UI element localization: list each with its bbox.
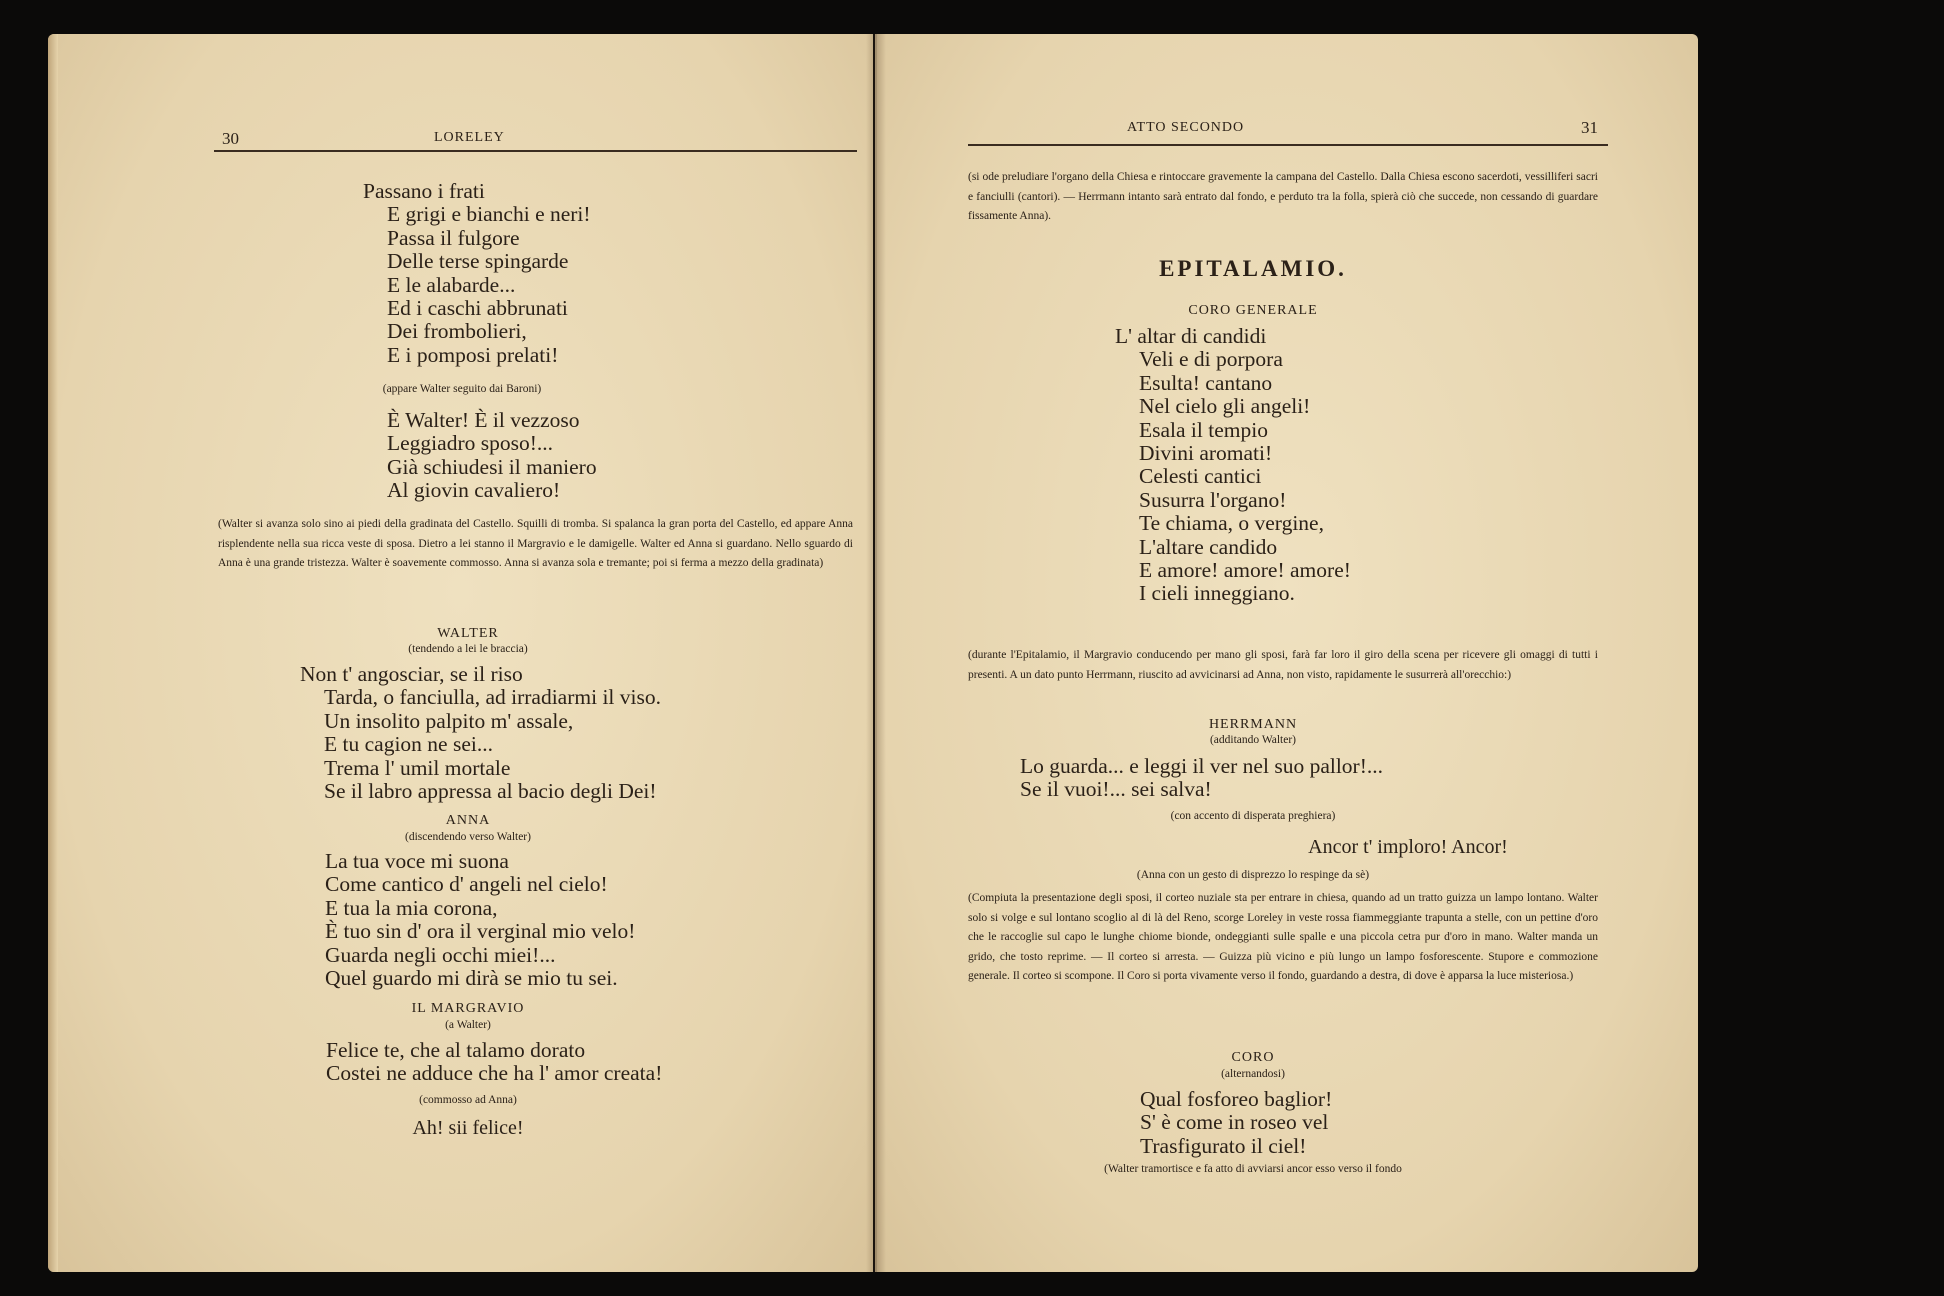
character-name: CORO GENERALE: [1188, 303, 1318, 318]
verse-line: Già schiudesi il maniero: [387, 454, 597, 479]
verse-line: Al giovin cavaliero!: [387, 478, 561, 503]
verse-line: E grigi e bianchi e neri!: [387, 202, 591, 227]
verse-line: È Walter! È il vezzoso: [387, 408, 580, 432]
verse-line: Passano i frati: [363, 179, 485, 203]
header-rule-left: [214, 150, 857, 152]
verse-line: Guarda negli occhi miei!...: [325, 942, 556, 967]
verse-line: L' altar di candidi: [1115, 324, 1267, 348]
verse-line: I cieli inneggiano.: [1139, 581, 1295, 606]
page-number-right: 31: [1581, 118, 1598, 137]
page-number-left: 30: [222, 129, 239, 148]
verse-line: E amore! amore! amore!: [1139, 558, 1351, 583]
verse-block-1: [363, 180, 591, 367]
verse-block-anna: [325, 850, 635, 990]
verse-line: Lo guarda... e leggi il ver nel suo pallor!...: [1020, 754, 1384, 778]
verse-line: Leggiadro sposo!...: [387, 431, 553, 456]
verse-line: Dei frombolieri,: [387, 319, 527, 344]
character-direction: (con accento di disperata preghiera): [1170, 810, 1336, 822]
verse-line: Se il vuoi!... sei salva!: [1020, 777, 1212, 802]
character-direction: (discendendo verso Walter): [405, 831, 531, 843]
character-name: WALTER: [437, 626, 499, 641]
stage-direction: (appare Walter seguito dai Baroni): [382, 383, 542, 395]
running-head-left: LORELEY: [434, 130, 505, 145]
verse-line: È tuo sin d' ora il verginal mio velo!: [325, 919, 636, 944]
verse-line: Esala il tempio: [1139, 417, 1268, 442]
section-title: EPITALAMIO.: [1159, 256, 1347, 281]
verse-block-2: [387, 409, 597, 503]
verse-line: Felice te, che al talamo dorato: [326, 1038, 586, 1062]
verse-line: Un insolito palpito m' assale,: [324, 708, 574, 733]
stage-direction-paragraph: (Compiuta la presentazione degli sposi, il corteo nuziale sta per entrare in chiesa, quando ad un tratto guizza un lampo lontano. Walter solo si volge e sul lontano scoglio al di là del Reno, scorge Loreley in veste rossa fiammeggiante trapunta a stelle, con un pettine d'oro che le raccoglie sul capo le lunghe chiome bionde, ondeggianti sulle spalle e una piccola cetra pur d'oro in mano. Walter manda un grido, che tosto reprime. — Il corteo si arresta. — Guizza più vicino e più lungo un lampo fosforescente. Stupore e commozione generale. Il corteo si scompone. Il Coro si porta vivamente verso il fondo, guardando a destra, di dove è apparsa la luce misteriosa.): [968, 892, 1598, 983]
verse-line: S' è come in roseo vel: [1140, 1110, 1329, 1135]
verse-line: Delle terse spingarde: [387, 249, 569, 274]
exclamation-line: Ah! sii felice!: [412, 1117, 524, 1139]
verse-block-herrmann: [1020, 755, 1383, 802]
verse-line: Veli e di porpora: [1139, 347, 1283, 372]
stage-direction-paragraph: (durante l'Epitalamio, il Margravio conducendo per mano gli sposi, farà far loro il giro della scena per ricevere gli omaggi di tutti i presenti. A un dato punto Herrmann, riuscito ad avvicinarsi ad Anna, non visto, rapidamente le susurrerà all'orecchio:): [968, 649, 1598, 681]
stage-direction-paragraph: (si ode preludiare l'organo della Chiesa e rintoccare gravemente la campana del Castello. Dalla Chiesa escono sacerdoti, vessilliferi sacri e fanciulli (cantori). — Herrmann intanto sarà entrato dal fondo, e perduto tra la folla, spierà ciò che succede, non cessando di guardare fissamente Anna).: [968, 171, 1598, 223]
verse-line: Costei ne adduce che ha l' amor creata!: [326, 1061, 663, 1086]
character-direction: (commosso ad Anna): [419, 1094, 517, 1106]
verse-line: Tarda, o fanciulla, ad irradiarmi il viso.: [324, 685, 661, 710]
verse-line: Come cantico d' angeli nel cielo!: [325, 872, 608, 897]
verse-line: E tu cagion ne sei...: [324, 732, 493, 757]
exclamation-line: Ancor t' imploro! Ancor!: [1308, 836, 1508, 858]
verse-line: Passa il fulgore: [387, 225, 520, 250]
verse-line: L'altare candido: [1139, 534, 1278, 559]
book-gutter: [866, 34, 886, 1272]
verse-line: Te chiama, o vergine,: [1139, 511, 1324, 536]
verse-line: Non t' angosciar, se il riso: [300, 662, 523, 686]
verse-block-margravio: [326, 1039, 662, 1086]
verse-block-coro-generale: [1115, 325, 1351, 606]
character-direction: (alternandosi): [1221, 1068, 1285, 1080]
verse-line: Trema l' umil mortale: [324, 755, 511, 780]
verse-block-walter: [300, 663, 661, 803]
verse-line: La tua voce mi suona: [325, 849, 509, 873]
verse-line: Susurra l'organo!: [1139, 487, 1287, 512]
character-direction: (tendendo a lei le braccia): [408, 643, 528, 655]
character-name: CORO: [1231, 1050, 1275, 1065]
character-direction: (Anna con un gesto di disprezzo lo respinge da sè): [1136, 869, 1370, 881]
left-page: [48, 34, 873, 1272]
running-head-right: ATTO SECONDO: [1127, 120, 1245, 135]
verse-line: E le alabarde...: [387, 272, 516, 297]
character-name: ANNA: [445, 813, 491, 828]
stage-direction: (Walter tramortisce e fa atto di avviarsi ancor esso verso il fondo: [1104, 1163, 1402, 1175]
verse-line: Ed i caschi abbrunati: [387, 296, 568, 321]
character-direction: (a Walter): [445, 1019, 491, 1031]
verse-line: E i pomposi prelati!: [387, 342, 559, 367]
character-direction: (additando Walter): [1209, 734, 1297, 746]
page-edge: [48, 34, 58, 1272]
header-rule-right: [968, 144, 1608, 146]
verse-line: Quel guardo mi dirà se mio tu sei.: [325, 966, 618, 991]
verse-block-coro: [1140, 1088, 1332, 1158]
right-page: [875, 34, 1698, 1272]
stage-direction-paragraph: (Walter si avanza solo sino ai piedi della gradinata del Castello. Squilli di tromba. Si spalanca la gran porta del Castello, ed appare Anna risplendente nella sua ricca veste di sposa. Dietro a lei stanno il Margravio e le damigelle. Walter ed Anna si guardano. Nello sguardo di Anna è una grande tristezza. Walter è soavemente commosso. Anna si avanza sola e tremante; poi si ferma a mezzo della gradinata): [218, 518, 853, 570]
character-name: HERRMANN: [1208, 717, 1298, 732]
verse-line: E tua la mia corona,: [325, 895, 498, 920]
verse-line: Divini aromati!: [1139, 441, 1273, 466]
verse-line: Nel cielo gli angeli!: [1139, 394, 1311, 419]
verse-line: Qual fosforeo baglior!: [1140, 1087, 1333, 1111]
verse-line: Celesti cantici: [1139, 464, 1262, 489]
verse-line: Esulta! cantano: [1139, 370, 1273, 395]
verse-line: Trasfigurato il ciel!: [1140, 1133, 1307, 1158]
character-name: IL MARGRAVIO: [411, 1001, 525, 1016]
open-book: [48, 34, 1698, 1272]
verse-line: Se il labro appressa al bacio degli Dei!: [324, 779, 657, 804]
